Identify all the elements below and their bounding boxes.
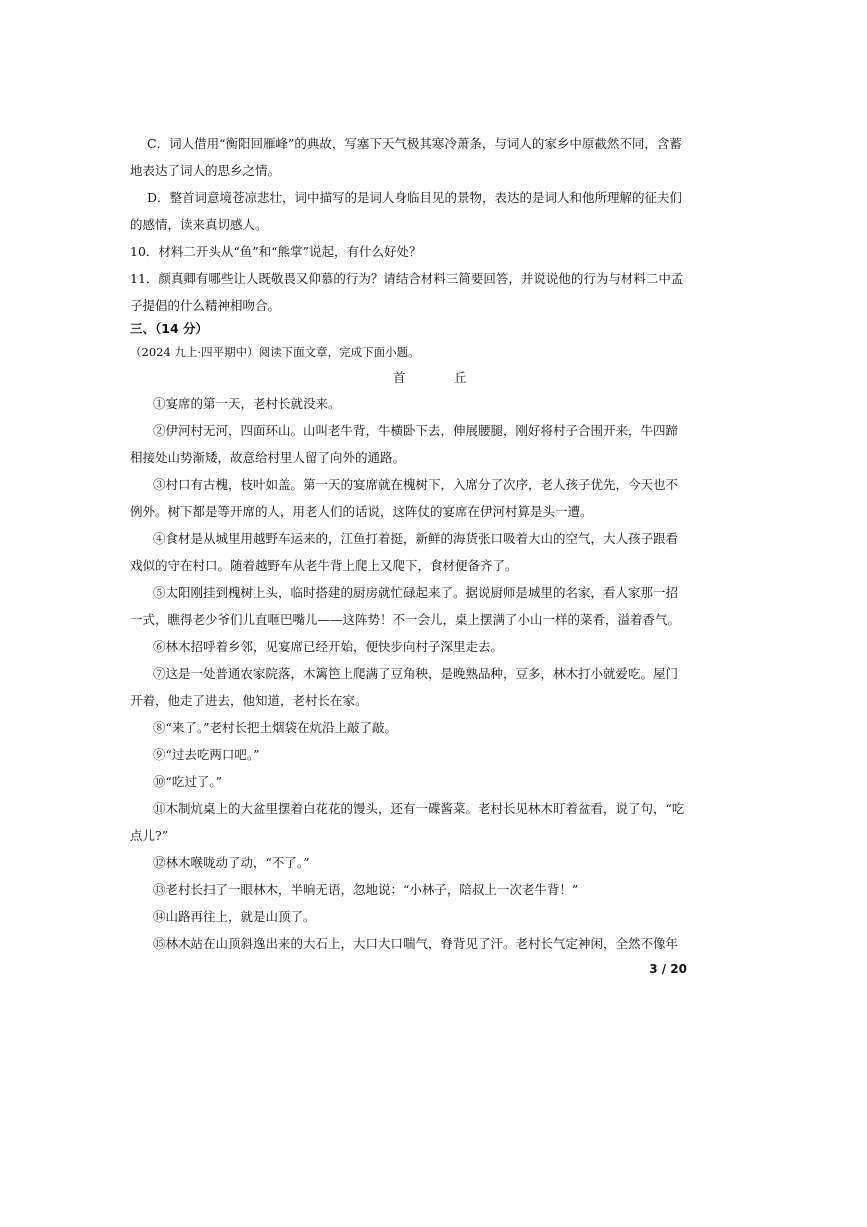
- article-title: 首 丘: [393, 370, 485, 385]
- paragraph-15-line-1: ⑮林木站在山顶斜逸出来的大石上，大口大口喘气，脊背见了汗。老村长气定神闲，全然不像年: [153, 936, 679, 951]
- paragraph-11-line-1: ⑪木制炕桌上的大盆里摆着白花花的馒头，还有一碟酱菜。老村长见林木盯着盆看，说了句，“吃: [153, 801, 685, 816]
- paragraph-5-line-1: ⑤太阳刚挂到槐树上头，临时搭建的厨房就忙碌起来了。据说厨师是城里的名家，看人家那一招: [153, 585, 679, 600]
- paragraph-7-line-2: 开着，他走了进去，他知道，老村长在家。: [130, 693, 368, 708]
- page-number: 3 / 20: [649, 962, 687, 976]
- question-10: 10．材料二开头从“鱼”和“熊掌”说起，有什么好处？: [130, 244, 422, 259]
- option-d-line-2: 的感情，读来真切感人。: [130, 217, 268, 232]
- paragraph-7-line-1: ⑦这是一处普通农家院落，木篱笆上爬满了豆角秧，是晚熟品种，豆多，林木打小就爱吃。屋门: [153, 666, 679, 681]
- paragraph-13: ⑬老村长扫了一眼林木，半晌无语，忽地说：“小林子，陪叔上一次老牛背！”: [153, 882, 579, 897]
- section-three-heading: 三、（14 分）: [130, 321, 208, 336]
- paragraph-8: ⑧“来了。”老村长把土烟袋在炕沿上敲了敲。: [153, 720, 398, 735]
- question-11-line-1: 11．颜真卿有哪些让人既敬畏又仰慕的行为？请结合材料三简要回答，并说说他的行为与材料二中孟: [130, 271, 684, 286]
- paragraph-12: ⑫林木喉咙动了动，“不了。”: [153, 855, 310, 870]
- question-11-line-2: 子提倡的什么精神相吻合。: [130, 298, 281, 313]
- paragraph-1: ①宴席的第一天，老村长就没来。: [153, 396, 341, 411]
- paragraph-14: ⑭山路再往上，就是山顶了。: [153, 909, 316, 924]
- paragraph-2-line-2: 相接处山势渐矮，故意给村里人留了向外的通路。: [130, 450, 406, 465]
- paragraph-2-line-1: ②伊河村无河，四面环山。山叫老牛背，牛横卧下去，伸展腰腿，刚好将村子合围开来，牛四蹄: [153, 423, 679, 438]
- paragraph-4-line-1: ④食材是从城里用越野车运来的，江鱼打着挺，新鲜的海货张口吸着大山的空气，大人孩子跟看: [153, 531, 679, 546]
- option-c-line-2: 地表达了词人的思乡之情。: [130, 163, 281, 178]
- paragraph-10: ⑩“吃过了。”: [153, 774, 223, 789]
- option-d-line-1: D．整首词意境苍凉悲壮，词中描写的是词人身临目见的景物，表达的是词人和他所理解的征夫们: [147, 190, 683, 205]
- paragraph-3-line-1: ③村口有古槐，枝叶如盖。第一天的宴席就在槐树下，入席分了次序，老人孩子优先，今天也不: [153, 477, 679, 492]
- paragraph-11-line-2: 点儿?”: [130, 828, 169, 843]
- paragraph-3-line-2: 例外。树下都是等开席的人，用老人们的话说，这阵仗的宴席在伊河村算是头一遭。: [130, 504, 593, 519]
- paragraph-6: ⑥林木招呼着乡邻，见宴席已经开始，便快步向村子深里走去。: [153, 639, 504, 654]
- option-c-line-1: C．词人借用“衡阳回雁峰”的典故，写塞下天气极其寒冷萧条，与词人的家乡中原截然不同，含蓄: [147, 136, 682, 151]
- reading-instruction: （2024 九上·四平期中）阅读下面文章，完成下面小题。: [130, 345, 420, 359]
- paragraph-5-line-2: 一式，瞧得老少爷们儿直咂巴嘴儿——这阵势！不一会儿，桌上摆满了小山一样的菜肴，溢着香气。: [130, 612, 681, 627]
- paragraph-4-line-2: 戏似的守在村口。随着越野车从老牛背上爬上又爬下，食材便备齐了。: [130, 558, 518, 573]
- paragraph-9: ⑨“过去吃两口吧。”: [153, 747, 260, 762]
